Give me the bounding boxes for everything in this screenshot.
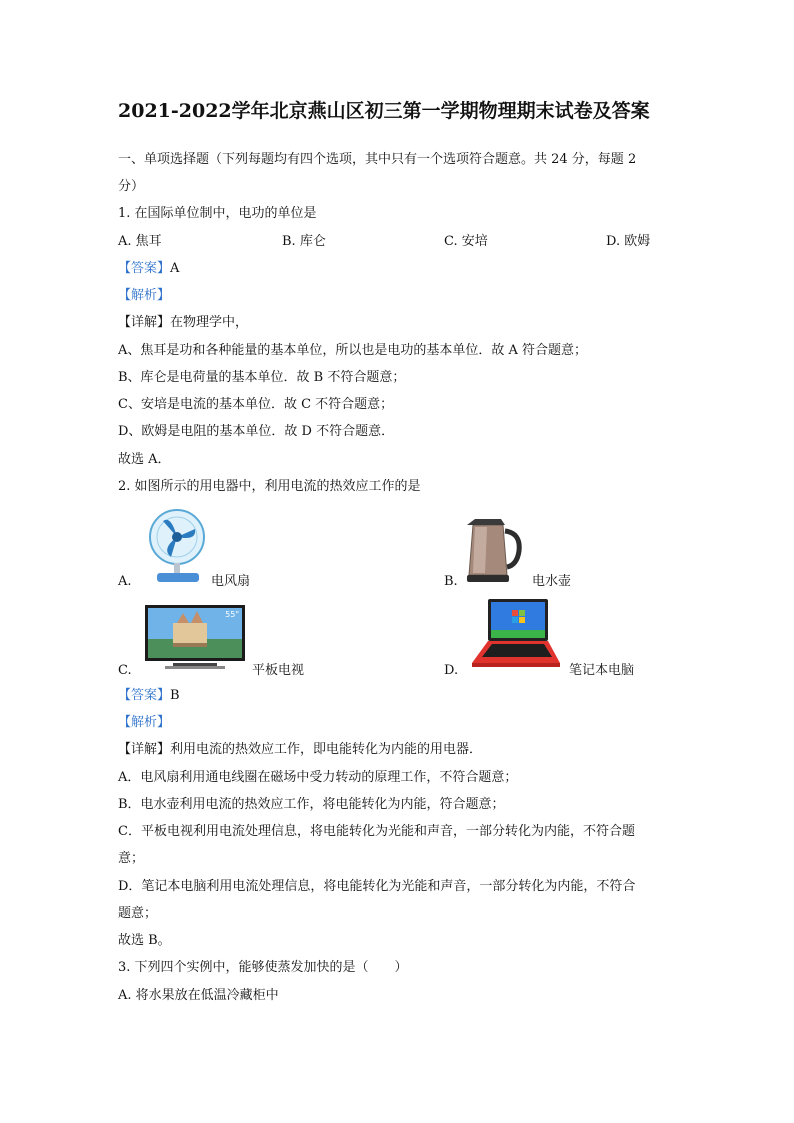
section-heading-cont: 分） [118,179,145,194]
section-heading: 一、单项选择题（下列每题均有四个选项，其中只有一个选项符合题意。共 24 分，每题 2 [118,152,637,167]
electric-fan-image [143,507,213,585]
analysis-tag: 【解析】 [118,715,171,730]
tv-size-label: 55" [225,610,239,619]
answer-tag: 【答案】 [118,688,171,703]
q2-answer: B [170,688,180,703]
q2-option-a-label: 电风扇 [211,574,251,589]
q2-option-b-letter: B. [444,574,458,589]
q1-option-d: D. 欧姆 [606,234,651,249]
q2-option-c-label: 平板电视 [252,663,305,678]
electric-fan-icon [143,507,213,585]
q2-conclusion: 故选 B。 [118,933,171,948]
q1-explanation-d: D、欧姆是电阻的基本单位．故 D 不符合题意． [118,424,395,439]
answer-tag: 【答案】 [118,261,171,276]
q2-option-d-letter: D. [444,663,459,678]
q1-conclusion: 故选 A． [118,452,171,467]
detail-tag: 【详解】 [118,742,171,757]
q1-explanation-c: C、安培是电流的基本单位．故 C 不符合题意； [118,397,394,412]
q2-explanation-b: B．电水壶利用电流的热效应工作，将电能转化为内能，符合题意； [118,797,505,812]
q2-stem: 2. 如图所示的用电器中，利用电流的热效应工作的是 [118,479,421,494]
q2-explanation-c-cont: 意； [118,851,145,866]
q2-option-a-letter: A. [118,574,132,589]
q1-answer: A [170,261,180,276]
q1-detail-intro: 在物理学中， [170,315,249,330]
q2-answer-line [118,688,180,704]
electric-kettle-image [461,515,527,585]
q2-detail-line [118,742,482,758]
q1-option-a: A. 焦耳 [118,234,162,249]
q1-explanation-b: B、库仑是电荷量的基本单位．故 B 不符合题意； [118,370,406,385]
q3-stem: 3. 下列四个实例中，能够使蒸发加快的是（ ） [118,960,408,975]
q1-detail-line [118,315,248,331]
document-title: 2021-2022学年北京燕山区初三第一学期物理期末试卷及答案 [118,100,650,122]
q2-option-b-label: 电水壶 [532,574,572,589]
detail-tag: 【详解】 [118,315,171,330]
q2-option-c-letter: C. [118,663,132,678]
flat-tv-image [143,603,247,671]
q2-explanation-a: A．电风扇利用通电线圈在磁场中受力转动的原理工作，不符合题意； [118,770,518,785]
q1-explanation-a: A、焦耳是功和各种能量的基本单位，所以也是电功的基本单位．故 A 符合题意； [118,343,588,358]
q1-answer-line [118,261,179,277]
analysis-tag: 【解析】 [118,288,171,303]
laptop-image [466,597,562,671]
q1-stem: 1. 在国际单位制中，电功的单位是 [118,206,317,221]
q2-option-d-label: 笔记本电脑 [569,663,635,678]
laptop-icon [466,597,562,671]
flat-tv-icon [143,603,247,671]
q2-detail-intro: 利用电流的热效应工作，即电能转化为内能的用电器． [170,742,483,757]
q1-option-c: C. 安培 [444,234,488,249]
electric-kettle-icon [461,515,527,585]
q2-explanation-d: D．笔记本电脑利用电流处理信息，将电能转化为光能和声音，一部分转化为内能，不符合 [118,879,636,894]
q1-option-b: B. 库仑 [282,234,326,249]
q2-explanation-d-cont: 题意； [118,906,158,921]
q2-explanation-c: C．平板电视利用电流处理信息，将电能转化为光能和声音，一部分转化为内能，不符合题 [118,824,635,839]
q3-option-a: A. 将水果放在低温冷藏柜中 [118,988,279,1003]
